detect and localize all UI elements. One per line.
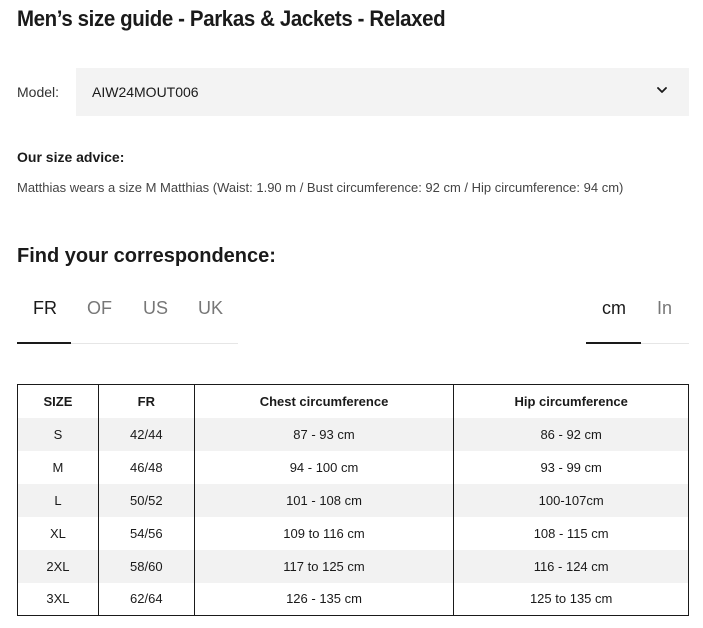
tab-cm[interactable]: cm bbox=[602, 298, 626, 318]
cell-size: 2XL bbox=[18, 550, 99, 583]
cell-fr: 42/44 bbox=[98, 418, 194, 451]
cell-chest: 126 - 135 cm bbox=[194, 583, 454, 616]
cell-fr: 62/64 bbox=[98, 583, 194, 616]
cell-size: L bbox=[18, 484, 99, 517]
size-advice-text: Matthias wears a size M Matthias (Waist: 1.90 m / Bust circumference: 92 cm / Hip circumference: 94 cm) bbox=[17, 180, 624, 195]
model-select-value: AIW24MOUT006 bbox=[92, 84, 199, 100]
correspondence-title: Find your correspondence: bbox=[17, 245, 276, 267]
cell-hip: 93 - 99 cm bbox=[454, 451, 689, 484]
header-hip: Hip circumference bbox=[454, 385, 689, 418]
tab-of[interactable]: OF bbox=[87, 298, 112, 318]
unit-tabs bbox=[586, 290, 689, 344]
chevron-down-icon bbox=[657, 85, 667, 95]
cell-hip: 125 to 135 cm bbox=[454, 583, 689, 616]
cell-hip: 116 - 124 cm bbox=[454, 550, 689, 583]
region-tabs bbox=[17, 290, 238, 344]
cell-hip: 108 - 115 cm bbox=[454, 517, 689, 550]
cell-size: XL bbox=[49, 525, 66, 541]
table-row bbox=[18, 583, 689, 616]
cell-chest: 117 to 125 cm bbox=[194, 550, 454, 583]
cell-hip: 86 - 92 cm bbox=[454, 418, 689, 451]
size-table bbox=[17, 384, 689, 616]
cell-fr: 54/56 bbox=[98, 517, 194, 550]
table-row bbox=[18, 550, 689, 583]
cell-fr: 58/60 bbox=[98, 550, 194, 583]
cell-fr: 46/48 bbox=[98, 451, 194, 484]
tab-us[interactable]: US bbox=[143, 298, 169, 318]
active-unit-indicator bbox=[586, 342, 641, 344]
table-row bbox=[18, 451, 689, 484]
cell-fr: 50/52 bbox=[98, 484, 194, 517]
cell-hip: 100-107cm bbox=[454, 484, 689, 517]
cell-chest: 94 - 100 cm bbox=[194, 451, 454, 484]
cell-chest: 87 - 93 cm bbox=[194, 418, 454, 451]
tab-fr[interactable]: FR bbox=[33, 298, 57, 318]
size-advice-title: Our size advice: bbox=[17, 149, 125, 165]
model-select[interactable] bbox=[76, 68, 689, 116]
table-header-row bbox=[18, 385, 689, 418]
table-row bbox=[18, 418, 689, 451]
cell-size: M bbox=[52, 459, 64, 475]
header-fr: FR bbox=[98, 385, 194, 418]
active-tab-indicator bbox=[17, 342, 71, 344]
cell-size: 3XL bbox=[46, 591, 70, 607]
table-row bbox=[18, 517, 689, 550]
header-chest: Chest circumference bbox=[194, 385, 454, 418]
header-size: SIZE bbox=[43, 393, 73, 409]
cell-chest: 109 to 116 cm bbox=[194, 517, 454, 550]
tab-in[interactable]: In bbox=[657, 298, 673, 318]
model-label: Model: bbox=[17, 84, 60, 100]
tab-uk[interactable]: UK bbox=[198, 298, 224, 318]
cell-chest: 101 - 108 cm bbox=[194, 484, 454, 517]
cell-size: S bbox=[18, 418, 99, 451]
table-row bbox=[18, 484, 689, 517]
page-title: Men’s size guide - Parkas & Jackets - Relaxed bbox=[17, 6, 446, 31]
